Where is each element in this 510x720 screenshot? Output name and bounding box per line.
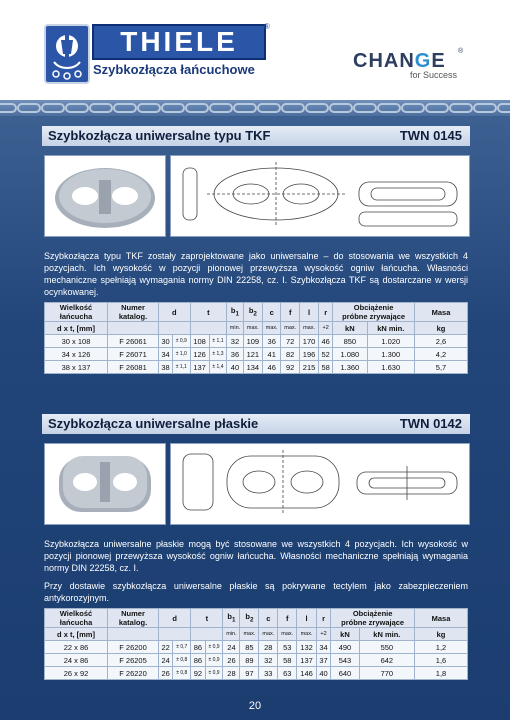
col-mass: Masa	[415, 609, 468, 628]
cell-c: 46	[262, 361, 280, 374]
col-r: r	[319, 303, 333, 322]
col-size: Wielkość łańcucha	[45, 609, 108, 628]
unit-b1: min.	[227, 322, 244, 335]
cell-b2: 121	[243, 348, 262, 361]
section-description-2: Przy dostawie szybkozłącza uniwersalne płaskie są pokrywane tectylem jako zabezpieczeniem antykorozyjnym.	[44, 581, 468, 603]
cell-kn2: 770	[359, 667, 414, 680]
unit-r: +2	[319, 322, 333, 335]
cell-kn2: 550	[359, 641, 414, 654]
cell-d: 24	[159, 654, 173, 667]
cell-ttol: ± 1,4	[209, 361, 226, 374]
change-text-g: G	[414, 50, 432, 72]
cell-mass: 1,8	[415, 667, 468, 680]
cell-l: 215	[299, 361, 318, 374]
thiele-emblem-icon	[44, 24, 90, 84]
cell-d: 22	[159, 641, 173, 654]
cell-dtol: ± 1,1	[173, 361, 190, 374]
unit-num	[108, 628, 159, 641]
cell-mass: 1,2	[415, 641, 468, 654]
section-title: Szybkozłącza uniwersalne typu TKF	[48, 128, 271, 143]
cell-ttol: ± 0,9	[205, 667, 223, 680]
table-row	[45, 641, 468, 654]
cell-num: F 26220	[108, 667, 159, 680]
cell-dtol: ± 0,8	[173, 654, 191, 667]
change-text-a: CHAN	[353, 50, 415, 72]
table-row	[45, 654, 468, 667]
col-l: l	[299, 303, 318, 322]
technical-drawing-flat	[170, 443, 470, 525]
cell-b2: 109	[243, 335, 262, 348]
cell-kn2: 1.630	[367, 361, 415, 374]
section-description: Szybkozłącza typu TKF zostały zaprojektowane jako uniwersalne – do stosowania we wszystkich 4 pozycjach. Ich wysokość w pozycji pionowej przewyższa wysokość ogniw łańcucha. Własności mechaniczne spełniają wymagania normy DIN 22258, cz. I. Szybkozłącza TKF są dostarczane w wersji ocynkowanej.	[44, 251, 468, 297]
cell-mass: 4,2	[415, 348, 468, 361]
col-b1	[223, 609, 240, 628]
unit-t	[190, 322, 227, 335]
col-b2-letter: b	[245, 612, 250, 622]
cell-f: 72	[281, 335, 299, 348]
col-load-b: zrywające	[368, 618, 405, 627]
cell-b1: 36	[227, 348, 244, 361]
cell-num: F 26071	[108, 348, 159, 361]
unit-size: d x t, [mm]	[45, 322, 108, 335]
cell-mass: 2,6	[415, 335, 468, 348]
section-code: TWN 0145	[399, 128, 462, 143]
brand-subtitle: Szybkozłącza łańcuchowe	[93, 62, 255, 77]
unit-l: max.	[299, 322, 318, 335]
col-load-label: Obciążenie	[353, 303, 394, 312]
page-number: 20	[248, 700, 262, 712]
cell-r: 46	[319, 335, 333, 348]
section-description: Szybkozłącza uniwersalne płaskie mogą być stosowane we wszystkich 4 pozycjach. Ich wysokość w pozycji pionowej przewyższa wysokość ogniw łańcucha. Własności mechaniczne spełniają wymagania normy DIN 22258, cz. I.	[44, 539, 468, 573]
cell-kn1: 1.080	[333, 348, 367, 361]
cell-b1: 28	[223, 667, 240, 680]
col-load-b: zrywające	[369, 312, 406, 321]
section-code: TWN 0142	[399, 416, 462, 431]
unit-d	[159, 628, 191, 641]
cell-num: F 26200	[108, 641, 159, 654]
cell-dtol: ± 1,0	[173, 348, 190, 361]
cell-c: 28	[259, 641, 278, 654]
cell-t: 108	[190, 335, 209, 348]
cell-c: 36	[262, 335, 280, 348]
unit-b2: max.	[243, 322, 262, 335]
unit-d	[159, 322, 191, 335]
table-row	[45, 335, 468, 348]
col-b2-letter: b	[248, 306, 254, 316]
col-d: d	[159, 609, 191, 628]
change-tagline: for Success	[410, 70, 458, 80]
cell-kn1: 640	[331, 667, 359, 680]
unit-c: max.	[262, 322, 280, 335]
cell-f: 82	[281, 348, 299, 361]
cell-kn1: 1.360	[333, 361, 367, 374]
col-load	[331, 609, 415, 628]
cell-num: F 26205	[108, 654, 159, 667]
cell-ttol: ± 1,3	[209, 348, 226, 361]
col-b2-sub: 2	[253, 310, 257, 318]
col-load-a: próbne	[341, 618, 367, 627]
cell-f: 53	[278, 641, 297, 654]
unit-kg: kg	[415, 628, 468, 641]
cell-ttol: ± 0,9	[205, 654, 223, 667]
col-num: Numer katalog.	[108, 303, 159, 322]
col-f: f	[278, 609, 297, 628]
unit-l: max.	[297, 628, 317, 641]
col-size: Wielkość łańcucha	[45, 303, 108, 322]
chain-links-icon	[0, 100, 510, 116]
col-b1-sub: 1	[235, 310, 239, 318]
cell-c: 32	[259, 654, 278, 667]
product-photo-tkf	[44, 155, 166, 237]
cell-c: 33	[259, 667, 278, 680]
unit-kg: kg	[415, 322, 468, 335]
cell-num: F 26061	[108, 335, 159, 348]
col-load-label: Obciążenie	[352, 609, 393, 618]
unit-num	[108, 322, 159, 335]
col-r: r	[316, 609, 330, 628]
cell-mass: 5,7	[415, 361, 468, 374]
chain-divider	[0, 100, 510, 116]
cell-t: 92	[191, 667, 205, 680]
cell-kn2: 1.300	[367, 348, 415, 361]
spec-table-tkf	[44, 302, 468, 374]
cell-mass: 1,6	[415, 654, 468, 667]
unit-kn1: kN	[333, 322, 367, 335]
section-header-flat	[42, 414, 470, 434]
table-row	[45, 348, 468, 361]
section-title: Szybkozłącza uniwersalne płaskie	[48, 416, 259, 431]
cell-l: 196	[299, 348, 318, 361]
col-b1-letter: b	[227, 612, 232, 622]
cell-l: 170	[299, 335, 318, 348]
cell-ttol: ± 0,9	[205, 641, 223, 654]
col-b1-letter: b	[230, 306, 236, 316]
cell-size: 22 x 86	[45, 641, 108, 654]
cell-b2: 97	[240, 667, 259, 680]
cell-kn1: 850	[333, 335, 367, 348]
col-mass: Masa	[415, 303, 468, 322]
cell-b2: 85	[240, 641, 259, 654]
cell-b1: 26	[223, 654, 240, 667]
cell-ttol: ± 1,1	[209, 335, 226, 348]
cell-d: 34	[159, 348, 173, 361]
cell-f: 63	[278, 667, 297, 680]
registered-mark: ®	[264, 22, 270, 31]
unit-t	[191, 628, 223, 641]
cell-size: 34 x 126	[45, 348, 108, 361]
col-b2-sub: 2	[249, 616, 254, 624]
cell-r: 40	[316, 667, 330, 680]
cell-t: 86	[191, 654, 205, 667]
cell-dtol: ± 0,9	[173, 335, 190, 348]
unit-f: max.	[281, 322, 299, 335]
brand-logo	[92, 24, 266, 60]
cell-l: 132	[297, 641, 317, 654]
cell-d: 38	[159, 361, 173, 374]
cell-dtol: ± 0,7	[173, 641, 191, 654]
col-b1-sub: 1	[232, 616, 236, 624]
col-t: t	[190, 303, 227, 322]
cell-r: 58	[319, 361, 333, 374]
table-row	[45, 667, 468, 680]
page-header	[0, 0, 510, 100]
col-c: c	[262, 303, 280, 322]
spec-table-flat	[44, 608, 468, 680]
unit-f: max.	[278, 628, 297, 641]
col-b2	[243, 303, 262, 322]
cell-b2: 89	[240, 654, 259, 667]
cell-r: 34	[316, 641, 330, 654]
col-b2	[240, 609, 259, 628]
cell-size: 26 x 92	[45, 667, 108, 680]
cell-r: 37	[316, 654, 330, 667]
cell-kn1: 543	[331, 654, 359, 667]
cell-t: 86	[191, 641, 205, 654]
cell-size: 38 x 137	[45, 361, 108, 374]
col-load	[333, 303, 415, 322]
cell-b1: 32	[227, 335, 244, 348]
change-registered-mark: ®	[458, 48, 464, 55]
section-header-tkf	[42, 126, 470, 146]
cell-t: 137	[190, 361, 209, 374]
technical-drawing-tkf	[170, 155, 470, 237]
cell-kn1: 490	[331, 641, 359, 654]
unit-b2: max.	[240, 628, 259, 641]
unit-kn2: kN min.	[359, 628, 414, 641]
cell-r: 52	[319, 348, 333, 361]
col-l: l	[297, 609, 317, 628]
cell-f: 92	[281, 361, 299, 374]
cell-b1: 40	[227, 361, 244, 374]
change-text-b: E	[431, 50, 446, 72]
cell-t: 126	[190, 348, 209, 361]
cell-l: 146	[297, 667, 317, 680]
table-row	[45, 361, 468, 374]
col-d: d	[159, 303, 191, 322]
cell-d: 30	[159, 335, 173, 348]
unit-b1: min.	[223, 628, 240, 641]
cell-dtol: ± 0,8	[173, 667, 191, 680]
cell-b2: 134	[243, 361, 262, 374]
col-load-a: próbne	[342, 312, 368, 321]
cell-f: 58	[278, 654, 297, 667]
cell-kn2: 642	[359, 654, 414, 667]
cell-c: 41	[262, 348, 280, 361]
col-t: t	[191, 609, 223, 628]
unit-kn1: kN	[331, 628, 359, 641]
unit-kn2: kN min.	[367, 322, 415, 335]
col-num: Numer katalog.	[108, 609, 159, 628]
cell-kn2: 1.020	[367, 335, 415, 348]
unit-r: +2	[316, 628, 330, 641]
unit-size: d x t, [mm]	[45, 628, 108, 641]
unit-c: max.	[259, 628, 278, 641]
cell-b1: 24	[223, 641, 240, 654]
cell-l: 137	[297, 654, 317, 667]
product-photo-flat	[44, 443, 166, 525]
cell-size: 30 x 108	[45, 335, 108, 348]
cell-d: 26	[159, 667, 173, 680]
col-f: f	[281, 303, 299, 322]
col-c: c	[259, 609, 278, 628]
col-b1	[227, 303, 244, 322]
cell-size: 24 x 86	[45, 654, 108, 667]
brand-name: THIELE	[120, 26, 238, 57]
cell-num: F 26081	[108, 361, 159, 374]
